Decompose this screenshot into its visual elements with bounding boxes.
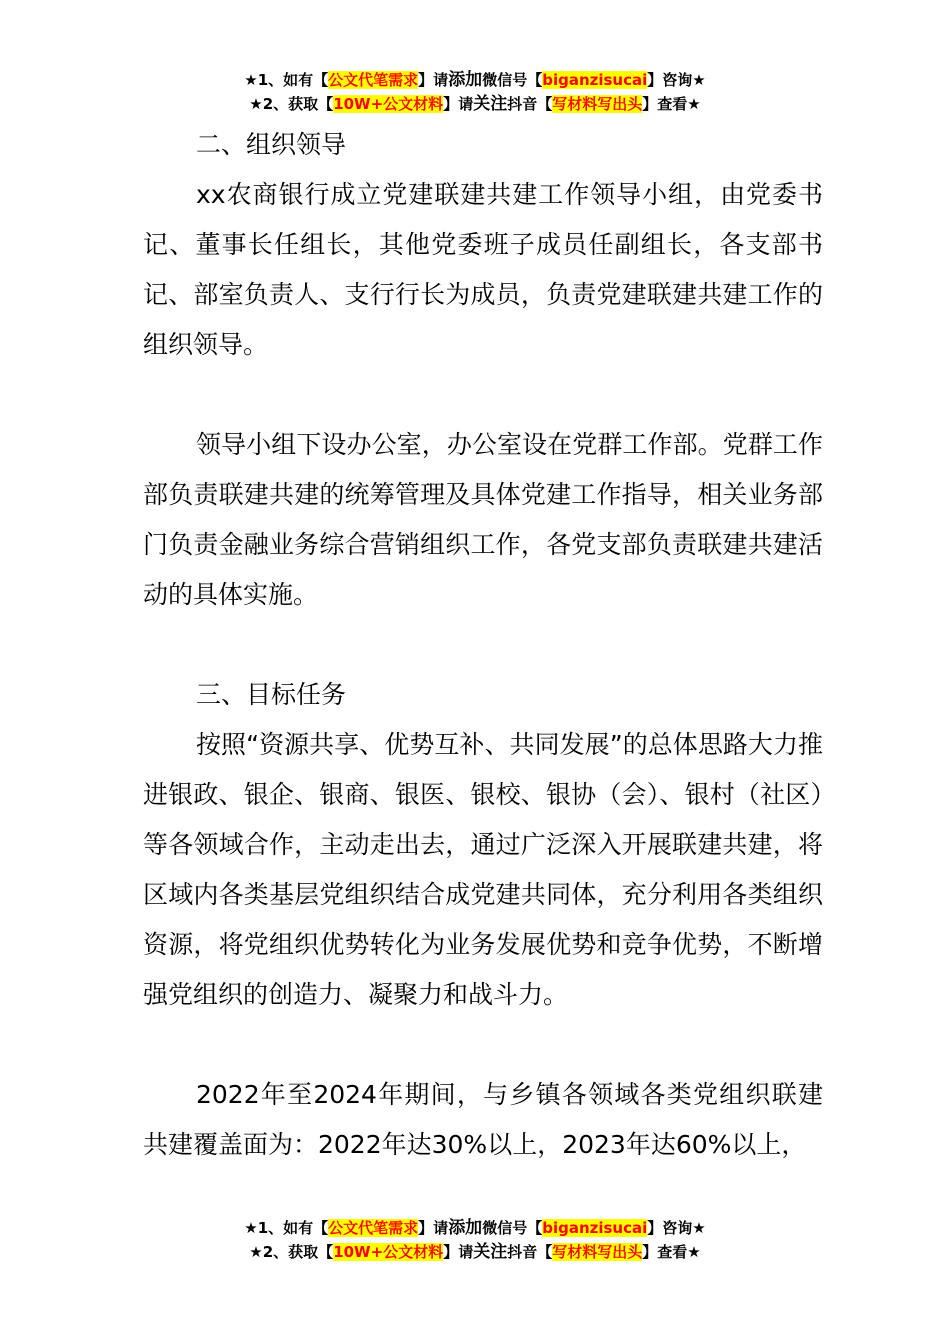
- promo-text: ★2、获取【: [249, 95, 334, 113]
- bottom-promo-banner: [0, 1216, 950, 1264]
- promo-text: 微信号【: [482, 71, 543, 89]
- promo-highlight: 写材料写出头: [552, 95, 643, 113]
- promo-text: ★2、获取【: [249, 1243, 334, 1261]
- promo-highlight: biganzisucai: [542, 71, 648, 89]
- promo-highlight: 10W+公文材料: [333, 1243, 444, 1261]
- promo-highlight: 写材料写出头: [552, 1243, 643, 1261]
- promo-line-2: [0, 92, 950, 116]
- promo-text: 抖音【: [507, 1243, 553, 1261]
- section-heading-targets: 三、目标任务: [196, 680, 347, 709]
- promo-emphasis: 关注: [473, 94, 508, 114]
- promo-emphasis: 添加: [448, 70, 483, 90]
- promo-text: 】查看★: [642, 1243, 701, 1261]
- promo-line-2: [0, 1240, 950, 1264]
- promo-text: 】咨询★: [647, 1219, 706, 1237]
- paragraph-office: 领导小组下设办公室，办公室设在党群工作部。党群工作部负责联建共建的统筹管理及具体党建工作指导，相关业务部门负责金融业务综合营销组织工作，各党支部负责联建共建活动的具体实施。: [143, 430, 823, 609]
- promo-text: ★1、如有【: [244, 71, 329, 89]
- promo-highlight: 10W+公文材料: [333, 95, 444, 113]
- promo-emphasis: 关注: [473, 1242, 508, 1262]
- promo-line-1: [0, 1216, 950, 1240]
- promo-highlight: 公文代笔需求: [328, 71, 419, 89]
- promo-text: 】请: [418, 71, 449, 89]
- promo-emphasis: 添加: [448, 1218, 483, 1238]
- paragraph-approach: 按照“资源共享、优势互补、共同发展”的总体思路大力推进银政、银企、银商、银医、银校、银协（会）、银村（社区）等各领域合作，主动走出去，通过广泛深入开展联建共建，将区域内各类基层党组织结合成党建共同体，充分利用各类组织资源，将党组织优势转化为业务发展优势和竞争优势，不断增强党组织的创造力、凝聚力和战斗力。: [143, 730, 823, 1009]
- paragraph-leading-group: xx农商银行成立党建联建共建工作领导小组，由党委书记、董事长任组长，其他党委班子成员任副组长，各支部书记、部室负责人、支行行长为成员，负责党建联建共建工作的组织领导。: [143, 180, 823, 359]
- promo-text: 】查看★: [642, 95, 701, 113]
- section-heading-organization: 二、组织领导: [196, 130, 347, 159]
- promo-text: 微信号【: [482, 1219, 543, 1237]
- paragraph-coverage: 2022年至2024年期间，与乡镇各领域各类党组织联建共建覆盖面为：2022年达30%以上，2023年达60%以上，: [143, 1080, 823, 1159]
- promo-text: 】咨询★: [647, 71, 706, 89]
- promo-text: 抖音【: [507, 95, 553, 113]
- promo-highlight: biganzisucai: [542, 1219, 648, 1237]
- promo-text: ★1、如有【: [244, 1219, 329, 1237]
- promo-text: 】请: [443, 1243, 474, 1261]
- top-promo-banner: [0, 68, 950, 116]
- promo-text: 】请: [443, 95, 474, 113]
- document-body: [143, 120, 823, 1170]
- promo-line-1: [0, 68, 950, 92]
- promo-text: 】请: [418, 1219, 449, 1237]
- promo-highlight: 公文代笔需求: [328, 1219, 419, 1237]
